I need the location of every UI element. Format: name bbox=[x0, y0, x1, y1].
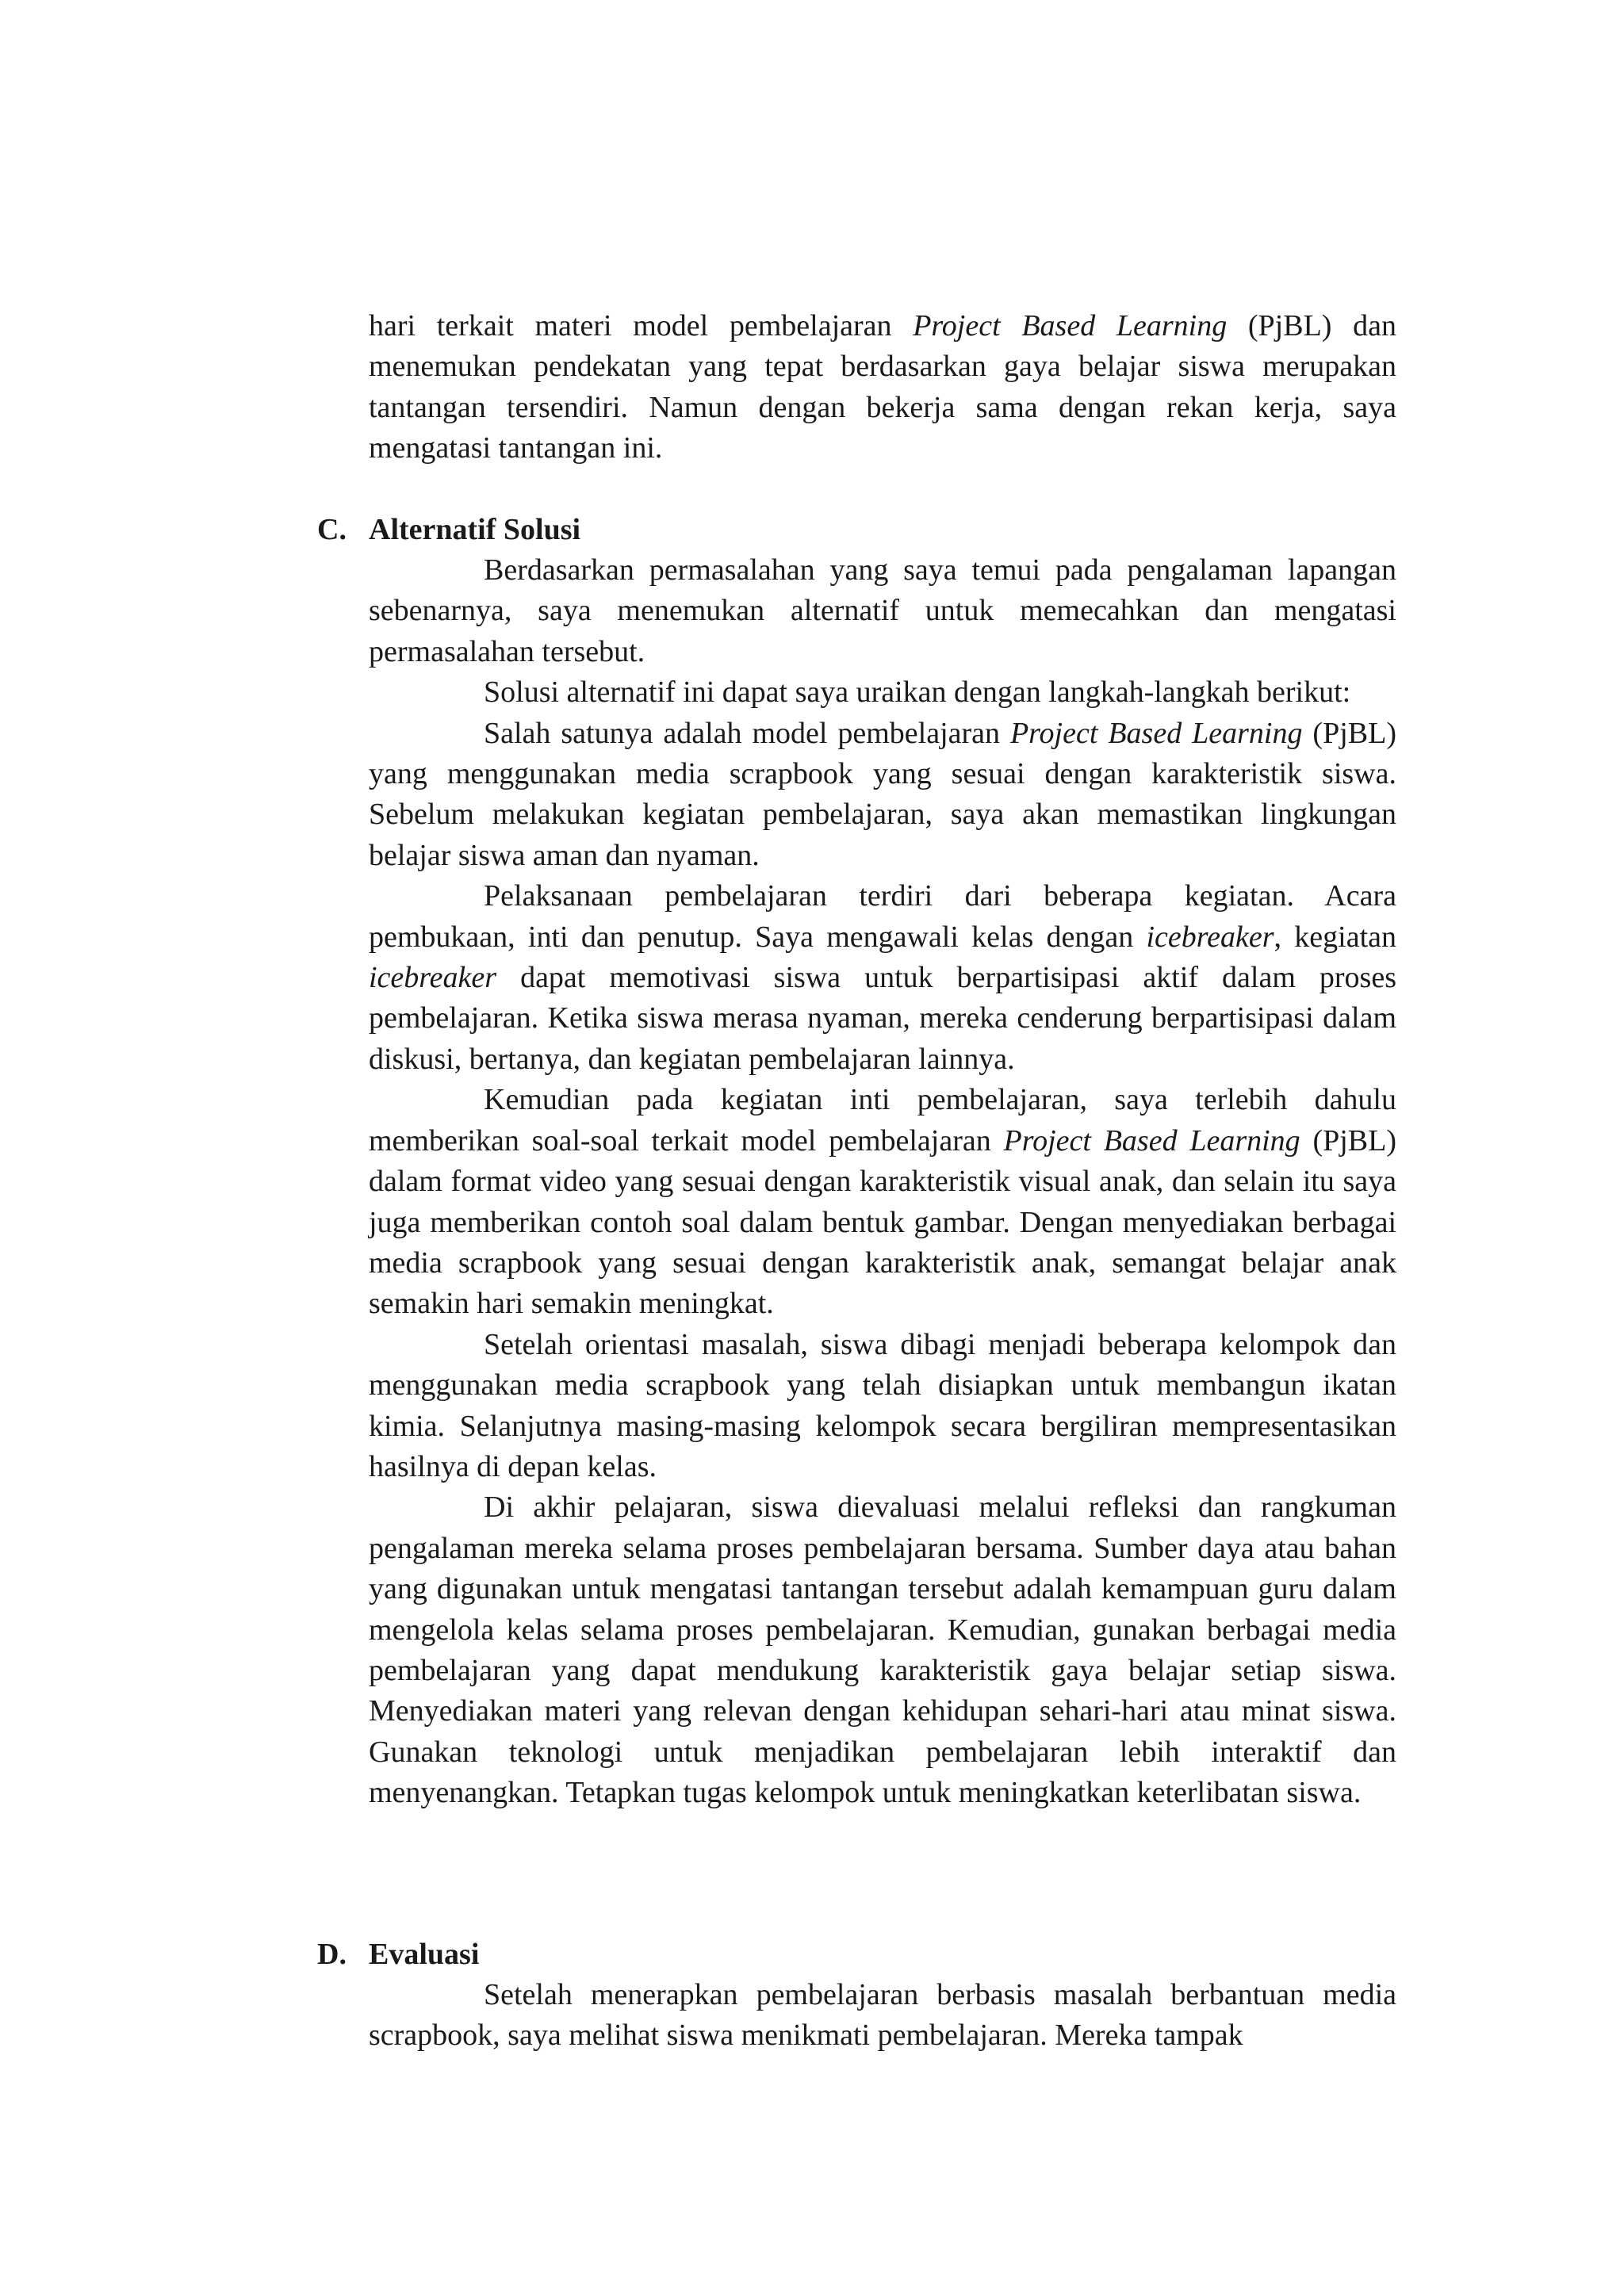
section-d-body bbox=[369, 1975, 1396, 2057]
section-c-heading bbox=[317, 510, 580, 550]
section-d-paragraph-1: Setelah menerapkan pembelajaran berbasis masalah berbantuan media scrapbook, saya melihat siswa menikmati pembelajaran. Mereka tampak bbox=[369, 1978, 1396, 2053]
section-d-heading bbox=[317, 1934, 479, 1975]
intro-paragraph: hari terkait materi model pembelajaran Project Based Learning (PjBL) dan menemukan pendekatan yang tepat berdasarkan gaya belajar siswa merupakan tantangan tersendiri. Namun dengan bekerja sama dengan rekan kerja, saya mengatasi tantangan ini. bbox=[369, 309, 1396, 465]
intro-paragraph-block bbox=[369, 306, 1396, 469]
section-c-paragraph-6: Setelah orientasi masalah, siswa dibagi menjadi beberapa kelompok dan menggunakan media scrapbook yang telah disiapkan untuk membangun ikatan kimia. Selanjutnya masing-masing kelompok secara bergiliran mempresentasikan hasilnya di depan kelas. bbox=[369, 1327, 1396, 1483]
section-c-paragraph-5: Kemudian pada kegiatan inti pembelajaran, saya terlebih dahulu memberikan soal-soal terkait model pembelajaran Project Based Learning (PjBL) dalam format video yang sesuai dengan karakteristik visual anak, dan selain itu saya juga memberikan contoh soal dalam bentuk gambar. Dengan menyediakan berbagai media scrapbook yang sesuai dengan karakteristik anak, semangat belajar anak semakin hari semakin meningkat. bbox=[369, 1083, 1397, 1321]
section-c-paragraph-4: Pelaksanaan pembelajaran terdiri dari beberapa kegiatan. Acara pembukaan, inti dan penutup. Saya mengawali kelas dengan icebreaker, kegiatan icebreaker dapat memotivasi siswa untuk berpartisipasi aktif dalam proses pembelajaran. Ketika siswa merasa nyaman, mereka cenderung berpartisipasi dalam diskusi, bertanya, dan kegiatan pembelajaran lainnya. bbox=[369, 879, 1396, 1076]
section-d-title: Evaluasi bbox=[369, 1938, 480, 1971]
section-d-letter: D. bbox=[317, 1938, 347, 1971]
section-c-paragraph-3: Salah satunya adalah model pembelajaran Project Based Learning (PjBL) yang menggunakan media scrapbook yang sesuai dengan karakteristik siswa. Sebelum melakukan kegiatan pembelajaran, saya akan memastikan lingkungan belajar siswa aman dan nyaman. bbox=[369, 716, 1396, 872]
section-c-paragraph-7: Di akhir pelajaran, siswa dievaluasi melalui refleksi dan rangkuman pengalaman mereka selama proses pembelajaran bersama. Sumber daya atau bahan yang digunakan untuk mengatasi tantangan tersebut adalah kemampuan guru dalam mengelola kelas selama proses pembelajaran. Kemudian, gunakan berbagai media pembelajaran yang dapat mendukung karakteristik gaya belajar setiap siswa. Menyediakan materi yang relevan dengan kehidupan sehari-hari atau minat siswa. Gunakan teknologi untuk menjadikan pembelajaran lebih interaktif dan menyenangkan. Tetapkan tugas kelompok untuk meningkatkan keterlibatan siswa. bbox=[369, 1490, 1396, 1810]
section-c-paragraph-1: Berdasarkan permasalahan yang saya temui pada pengalaman lapangan sebenarnya, saya menemukan alternatif untuk memecahkan dan mengatasi permasalahan tersebut. bbox=[369, 553, 1396, 668]
section-c-letter: C. bbox=[317, 513, 347, 546]
section-c-body bbox=[369, 550, 1396, 1814]
section-c-paragraph-2: Solusi alternatif ini dapat saya uraikan dengan langkah-langkah berikut: bbox=[484, 675, 1351, 710]
section-c-title: Alternatif Solusi bbox=[369, 513, 581, 546]
